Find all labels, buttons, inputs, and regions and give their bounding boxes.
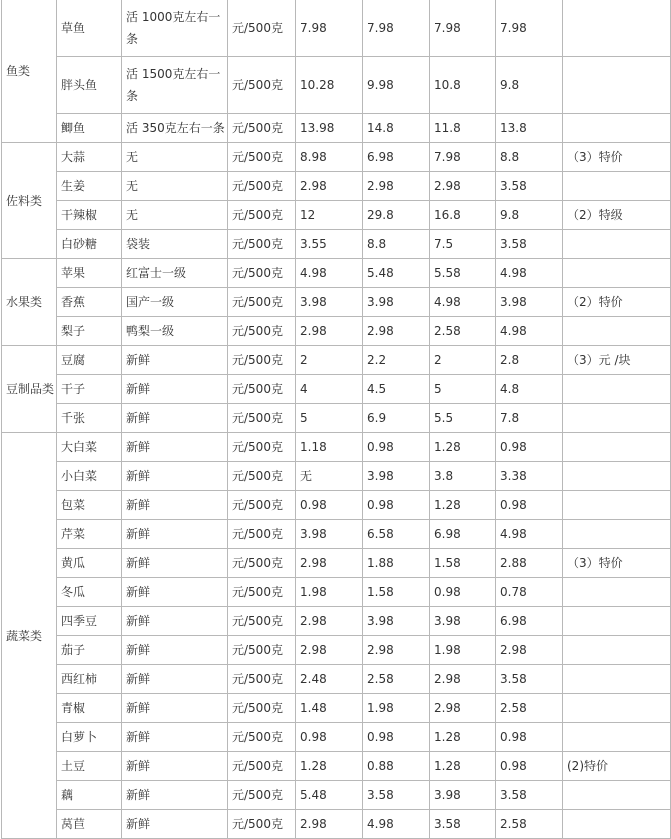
item-name: 草鱼	[57, 0, 122, 57]
price-3: 10.8	[430, 57, 496, 114]
price-2: 5.48	[363, 259, 430, 288]
price-4: 2.58	[496, 810, 563, 839]
price-4: 4.98	[496, 259, 563, 288]
price-1: 3.98	[296, 520, 363, 549]
price-3: 16.8	[430, 201, 496, 230]
price-4: 7.8	[496, 404, 563, 433]
item-spec: 新鲜	[122, 491, 228, 520]
item-spec: 红富士一级	[122, 259, 228, 288]
price-4: 4.98	[496, 520, 563, 549]
item-spec: 新鲜	[122, 520, 228, 549]
price-2: 3.98	[363, 607, 430, 636]
table-row	[2, 810, 671, 839]
price-3: 1.28	[430, 433, 496, 462]
item-unit: 元/500克	[228, 172, 296, 201]
table-row	[2, 114, 671, 143]
item-note: （3）特价	[563, 549, 671, 578]
item-spec: 鸭梨一级	[122, 317, 228, 346]
category-cell: 鱼类	[2, 0, 57, 143]
item-spec: 活 1000克左右一条	[122, 0, 228, 57]
item-note	[563, 723, 671, 752]
table-body	[2, 0, 671, 839]
table-row	[2, 520, 671, 549]
item-name: 豆腐	[57, 346, 122, 375]
price-1: 2.98	[296, 317, 363, 346]
item-spec: 新鲜	[122, 549, 228, 578]
category-cell: 水果类	[2, 259, 57, 346]
price-4: 4.8	[496, 375, 563, 404]
price-4: 2.58	[496, 694, 563, 723]
category-cell: 佐料类	[2, 143, 57, 259]
price-1: 2	[296, 346, 363, 375]
table-row	[2, 578, 671, 607]
item-name: 冬瓜	[57, 578, 122, 607]
item-name: 土豆	[57, 752, 122, 781]
item-name: 大蒜	[57, 143, 122, 172]
item-note	[563, 404, 671, 433]
item-unit: 元/500克	[228, 57, 296, 114]
item-spec: 新鲜	[122, 810, 228, 839]
item-note	[563, 520, 671, 549]
table-row	[2, 462, 671, 491]
item-spec: 新鲜	[122, 607, 228, 636]
item-name: 黄瓜	[57, 549, 122, 578]
table-row	[2, 404, 671, 433]
item-name: 西红柿	[57, 665, 122, 694]
item-name: 莴苣	[57, 810, 122, 839]
item-note	[563, 230, 671, 259]
price-3: 3.98	[430, 781, 496, 810]
table-row	[2, 694, 671, 723]
item-spec: 新鲜	[122, 404, 228, 433]
item-unit: 元/500克	[228, 636, 296, 665]
price-4: 4.98	[496, 317, 563, 346]
price-2: 7.98	[363, 0, 430, 57]
item-unit: 元/500克	[228, 462, 296, 491]
item-spec: 活 350克左右一条	[122, 114, 228, 143]
item-unit: 元/500克	[228, 375, 296, 404]
price-1: 3.98	[296, 288, 363, 317]
price-1: 无	[296, 462, 363, 491]
price-1: 0.98	[296, 723, 363, 752]
price-1: 1.18	[296, 433, 363, 462]
price-2: 9.98	[363, 57, 430, 114]
price-1: 2.98	[296, 607, 363, 636]
item-spec: 新鲜	[122, 694, 228, 723]
item-name: 鲫鱼	[57, 114, 122, 143]
price-4: 13.8	[496, 114, 563, 143]
price-4: 9.8	[496, 57, 563, 114]
item-unit: 元/500克	[228, 143, 296, 172]
table-row	[2, 172, 671, 201]
price-3: 4.98	[430, 288, 496, 317]
price-3: 2.98	[430, 172, 496, 201]
table-row	[2, 433, 671, 462]
price-1: 12	[296, 201, 363, 230]
price-3: 5.5	[430, 404, 496, 433]
item-name: 香蕉	[57, 288, 122, 317]
price-1: 3.55	[296, 230, 363, 259]
item-note	[563, 636, 671, 665]
item-spec: 新鲜	[122, 578, 228, 607]
price-3: 2.98	[430, 665, 496, 694]
price-3: 1.28	[430, 491, 496, 520]
item-name: 包菜	[57, 491, 122, 520]
item-unit: 元/500克	[228, 259, 296, 288]
item-name: 四季豆	[57, 607, 122, 636]
price-2: 4.5	[363, 375, 430, 404]
item-spec: 无	[122, 201, 228, 230]
item-unit: 元/500克	[228, 317, 296, 346]
price-4: 0.98	[496, 723, 563, 752]
price-4: 2.88	[496, 549, 563, 578]
price-1: 4	[296, 375, 363, 404]
item-spec: 新鲜	[122, 346, 228, 375]
table-row	[2, 781, 671, 810]
price-3: 2	[430, 346, 496, 375]
item-spec: 活 1500克左右一条	[122, 57, 228, 114]
price-2: 1.98	[363, 694, 430, 723]
price-1: 2.48	[296, 665, 363, 694]
item-note	[563, 172, 671, 201]
table-row	[2, 375, 671, 404]
item-unit: 元/500克	[228, 578, 296, 607]
price-4: 7.98	[496, 0, 563, 57]
price-3: 2.98	[430, 694, 496, 723]
item-note	[563, 433, 671, 462]
price-2: 2.2	[363, 346, 430, 375]
price-4: 0.98	[496, 491, 563, 520]
price-1: 5.48	[296, 781, 363, 810]
price-4: 3.38	[496, 462, 563, 491]
price-1: 2.98	[296, 810, 363, 839]
table-row	[2, 57, 671, 114]
item-unit: 元/500克	[228, 752, 296, 781]
item-unit: 元/500克	[228, 433, 296, 462]
price-1: 1.28	[296, 752, 363, 781]
item-unit: 元/500克	[228, 665, 296, 694]
item-name: 白砂糖	[57, 230, 122, 259]
table-row	[2, 723, 671, 752]
item-spec: 新鲜	[122, 723, 228, 752]
item-note	[563, 607, 671, 636]
item-note	[563, 462, 671, 491]
price-2: 6.58	[363, 520, 430, 549]
price-4: 2.98	[496, 636, 563, 665]
item-note	[563, 317, 671, 346]
price-2: 8.8	[363, 230, 430, 259]
price-2: 6.98	[363, 143, 430, 172]
category-cell: 豆制品类	[2, 346, 57, 433]
price-1: 1.48	[296, 694, 363, 723]
item-unit: 元/500克	[228, 346, 296, 375]
price-4: 0.78	[496, 578, 563, 607]
price-2: 0.98	[363, 433, 430, 462]
price-2: 2.98	[363, 636, 430, 665]
price-3: 3.98	[430, 607, 496, 636]
price-1: 2.98	[296, 636, 363, 665]
item-spec: 新鲜	[122, 375, 228, 404]
price-1: 4.98	[296, 259, 363, 288]
price-3: 1.28	[430, 723, 496, 752]
item-note	[563, 694, 671, 723]
price-1: 0.98	[296, 491, 363, 520]
price-4: 3.98	[496, 288, 563, 317]
item-note: （2）特价	[563, 288, 671, 317]
price-1: 8.98	[296, 143, 363, 172]
price-3: 3.58	[430, 810, 496, 839]
price-1: 5	[296, 404, 363, 433]
item-name: 梨子	[57, 317, 122, 346]
price-2: 0.88	[363, 752, 430, 781]
item-name: 小白菜	[57, 462, 122, 491]
price-3: 5	[430, 375, 496, 404]
price-4: 0.98	[496, 752, 563, 781]
price-2: 14.8	[363, 114, 430, 143]
price-2: 3.98	[363, 288, 430, 317]
item-unit: 元/500克	[228, 723, 296, 752]
item-spec: 新鲜	[122, 781, 228, 810]
price-3: 2.58	[430, 317, 496, 346]
item-unit: 元/500克	[228, 114, 296, 143]
item-unit: 元/500克	[228, 810, 296, 839]
price-3: 1.28	[430, 752, 496, 781]
price-3: 7.98	[430, 143, 496, 172]
table-row	[2, 491, 671, 520]
table-row	[2, 752, 671, 781]
item-spec: 袋装	[122, 230, 228, 259]
price-2: 4.98	[363, 810, 430, 839]
item-unit: 元/500克	[228, 549, 296, 578]
price-4: 0.98	[496, 433, 563, 462]
table-row	[2, 230, 671, 259]
item-name: 大白菜	[57, 433, 122, 462]
price-2: 2.98	[363, 172, 430, 201]
item-spec: 无	[122, 172, 228, 201]
item-unit: 元/500克	[228, 781, 296, 810]
item-name: 苹果	[57, 259, 122, 288]
price-2: 2.98	[363, 317, 430, 346]
price-1: 2.98	[296, 172, 363, 201]
price-2: 2.58	[363, 665, 430, 694]
item-name: 茄子	[57, 636, 122, 665]
item-note	[563, 781, 671, 810]
item-unit: 元/500克	[228, 607, 296, 636]
item-note: （3）元 /块	[563, 346, 671, 375]
item-spec: 国产一级	[122, 288, 228, 317]
price-4: 3.58	[496, 665, 563, 694]
table-row	[2, 665, 671, 694]
price-2: 3.58	[363, 781, 430, 810]
price-1: 1.98	[296, 578, 363, 607]
price-3: 1.58	[430, 549, 496, 578]
item-note	[563, 114, 671, 143]
price-3: 0.98	[430, 578, 496, 607]
item-note: （3）特价	[563, 143, 671, 172]
item-spec: 新鲜	[122, 636, 228, 665]
price-3: 7.98	[430, 0, 496, 57]
category-cell: 蔬菜类	[2, 433, 57, 839]
price-4: 3.58	[496, 172, 563, 201]
price-4: 8.8	[496, 143, 563, 172]
item-name: 藕	[57, 781, 122, 810]
item-note	[563, 665, 671, 694]
item-name: 干辣椒	[57, 201, 122, 230]
price-2: 3.98	[363, 462, 430, 491]
price-2: 29.8	[363, 201, 430, 230]
price-table	[1, 0, 671, 839]
price-1: 10.28	[296, 57, 363, 114]
price-4: 6.98	[496, 607, 563, 636]
price-3: 1.98	[430, 636, 496, 665]
table-row	[2, 201, 671, 230]
item-spec: 新鲜	[122, 752, 228, 781]
item-name: 白萝卜	[57, 723, 122, 752]
price-2: 6.9	[363, 404, 430, 433]
item-unit: 元/500克	[228, 288, 296, 317]
price-4: 3.58	[496, 230, 563, 259]
item-name: 生姜	[57, 172, 122, 201]
price-3: 5.58	[430, 259, 496, 288]
price-3: 6.98	[430, 520, 496, 549]
price-2: 1.58	[363, 578, 430, 607]
item-note	[563, 375, 671, 404]
item-spec: 无	[122, 143, 228, 172]
item-note	[563, 578, 671, 607]
item-unit: 元/500克	[228, 404, 296, 433]
price-3: 3.8	[430, 462, 496, 491]
item-note: （2）特级	[563, 201, 671, 230]
item-note	[563, 259, 671, 288]
item-note	[563, 0, 671, 57]
item-unit: 元/500克	[228, 491, 296, 520]
item-unit: 元/500克	[228, 0, 296, 57]
price-1: 7.98	[296, 0, 363, 57]
item-name: 芹菜	[57, 520, 122, 549]
table-row	[2, 143, 671, 172]
table-row	[2, 288, 671, 317]
price-2: 0.98	[363, 491, 430, 520]
item-note	[563, 57, 671, 114]
item-unit: 元/500克	[228, 201, 296, 230]
price-3: 7.5	[430, 230, 496, 259]
item-name: 青椒	[57, 694, 122, 723]
table-row	[2, 317, 671, 346]
price-3: 11.8	[430, 114, 496, 143]
table-row	[2, 0, 671, 57]
price-1: 2.98	[296, 549, 363, 578]
item-spec: 新鲜	[122, 665, 228, 694]
table-row	[2, 549, 671, 578]
item-note	[563, 810, 671, 839]
price-4: 2.8	[496, 346, 563, 375]
table-row	[2, 346, 671, 375]
item-name: 胖头鱼	[57, 57, 122, 114]
item-unit: 元/500克	[228, 520, 296, 549]
price-2: 1.88	[363, 549, 430, 578]
item-unit: 元/500克	[228, 230, 296, 259]
item-name: 干子	[57, 375, 122, 404]
price-4: 3.58	[496, 781, 563, 810]
table-row	[2, 636, 671, 665]
price-4: 9.8	[496, 201, 563, 230]
item-note: (2)特价	[563, 752, 671, 781]
item-spec: 新鲜	[122, 462, 228, 491]
price-1: 13.98	[296, 114, 363, 143]
item-spec: 新鲜	[122, 433, 228, 462]
table-row	[2, 259, 671, 288]
table-row	[2, 607, 671, 636]
item-unit: 元/500克	[228, 694, 296, 723]
item-name: 千张	[57, 404, 122, 433]
item-note	[563, 491, 671, 520]
price-2: 0.98	[363, 723, 430, 752]
